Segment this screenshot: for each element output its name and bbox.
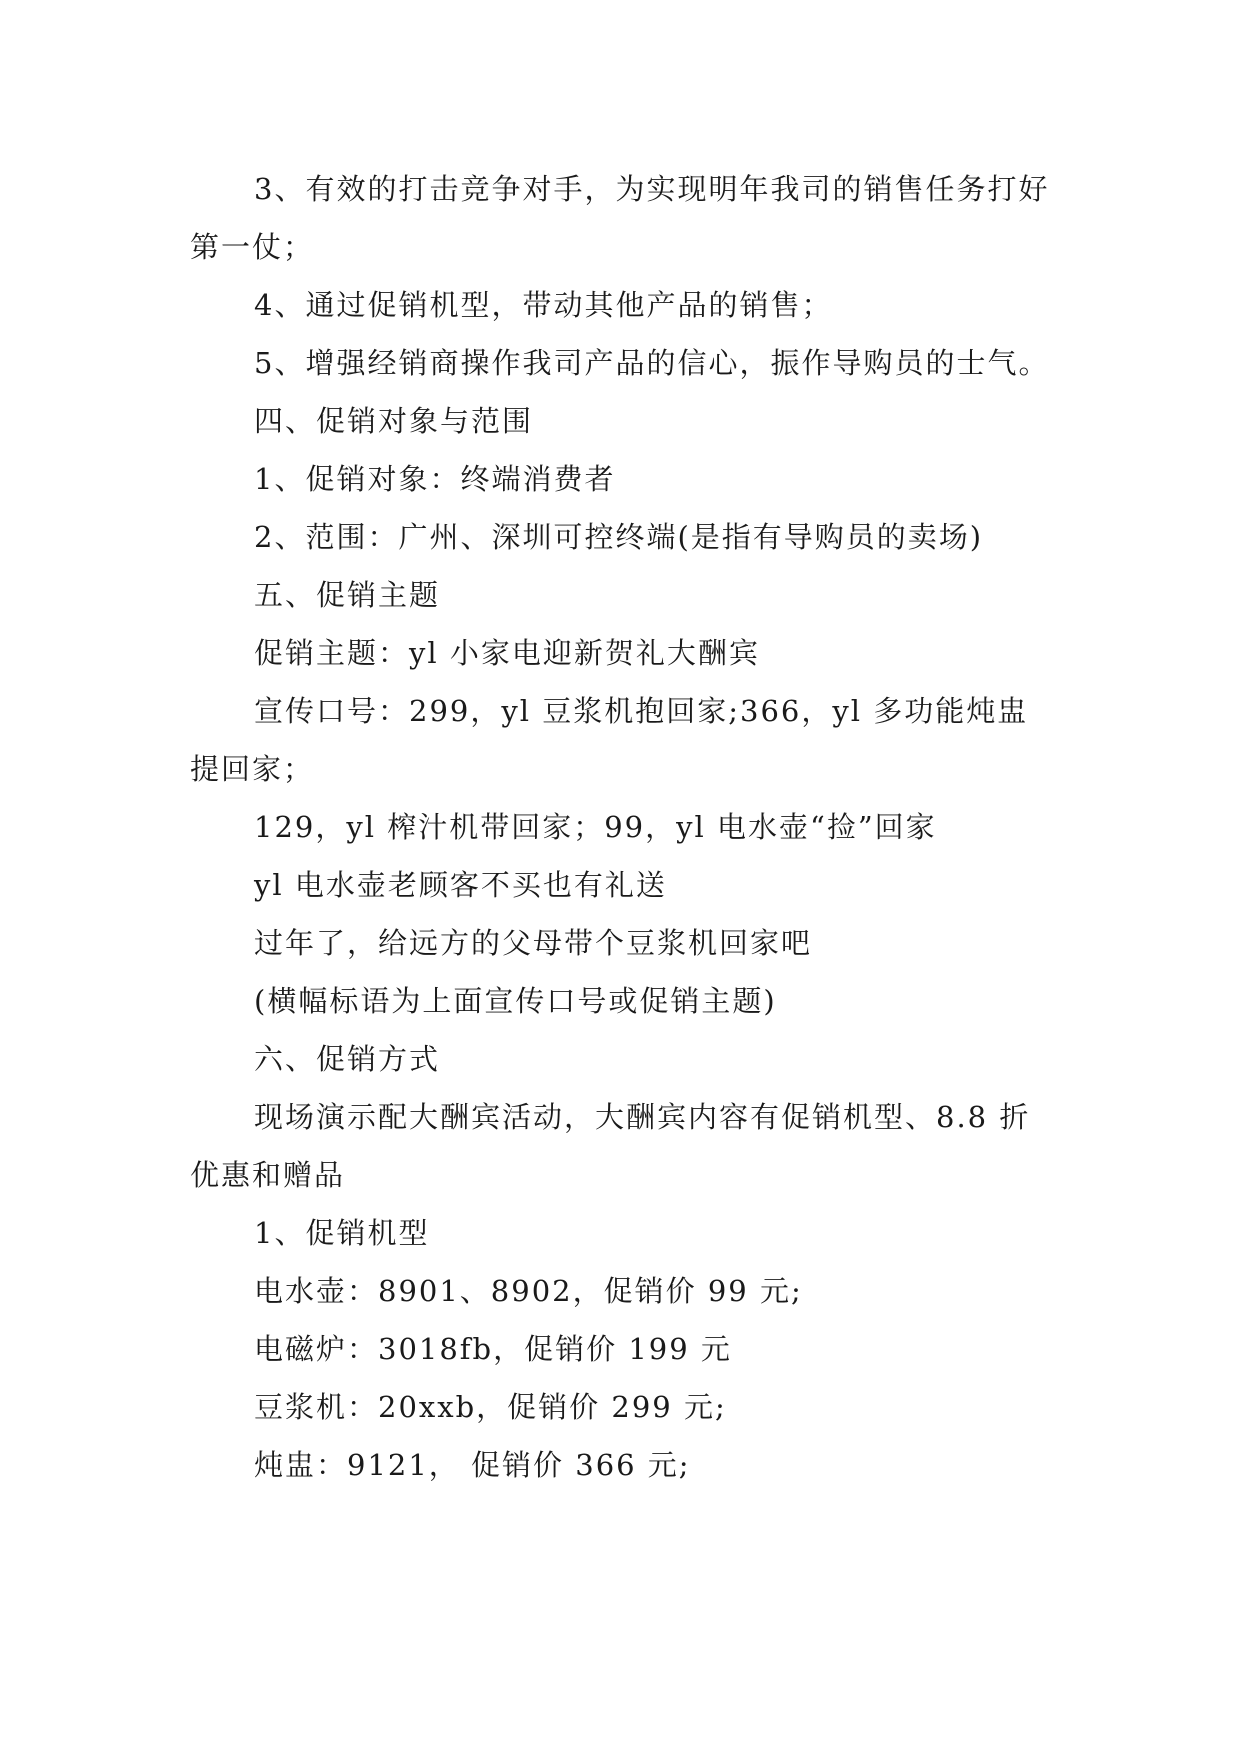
paragraph-target: 1、促销对象：终端消费者 xyxy=(254,462,616,496)
paragraph-stew-pot: 炖盅：9121， 促销价 366 元; xyxy=(254,1448,691,1482)
paragraph-slogan-2: 129，yl 榨汁机带回家；99，yl 电水壶“捡”回家 xyxy=(254,810,937,844)
paragraph-slogan-1: 宣传口号：299，yl 豆浆机抱回家;366，yl 多功能炖盅提回家； xyxy=(190,694,1029,786)
section-heading-target-scope: 四、促销对象与范围 xyxy=(254,404,534,438)
paragraph-slogan-4: 过年了，给远方的父母带个豆浆机回家吧 xyxy=(254,926,813,960)
paragraph-method: 现场演示配大酬宾活动，大酬宾内容有促销机型、8.8 折优惠和赠品 xyxy=(190,1100,1031,1192)
paragraph-goal-4: 4、通过促销机型，带动其他产品的销售； xyxy=(254,288,833,322)
paragraph-slogan-3: yl 电水壶老顾客不买也有礼送 xyxy=(254,868,667,902)
paragraph-banner-note: (横幅标语为上面宣传口号或促销主题) xyxy=(254,984,777,1018)
paragraph-induction-cooker: 电磁炉：3018fb，促销价 199 元 xyxy=(254,1332,732,1366)
paragraph-scope: 2、范围：广州、深圳可控终端(是指有导购员的卖场) xyxy=(254,520,984,554)
paragraph-theme: 促销主题：yl 小家电迎新贺礼大酬宾 xyxy=(254,636,760,670)
document-body xyxy=(190,160,1050,1494)
subheading-models: 1、促销机型 xyxy=(254,1216,430,1250)
paragraph-goal-3: 3、有效的打击竞争对手，为实现明年我司的销售任务打好第一仗； xyxy=(190,172,1050,264)
paragraph-soymilk-maker: 豆浆机：20xxb，促销价 299 元; xyxy=(254,1390,727,1424)
section-heading-method: 六、促销方式 xyxy=(254,1042,441,1076)
paragraph-goal-5: 5、增强经销商操作我司产品的信心，振作导购员的士气。 xyxy=(254,346,1050,380)
paragraph-kettle: 电水壶：8901、8902，促销价 99 元; xyxy=(254,1274,803,1308)
section-heading-theme: 五、促销主题 xyxy=(254,578,441,612)
